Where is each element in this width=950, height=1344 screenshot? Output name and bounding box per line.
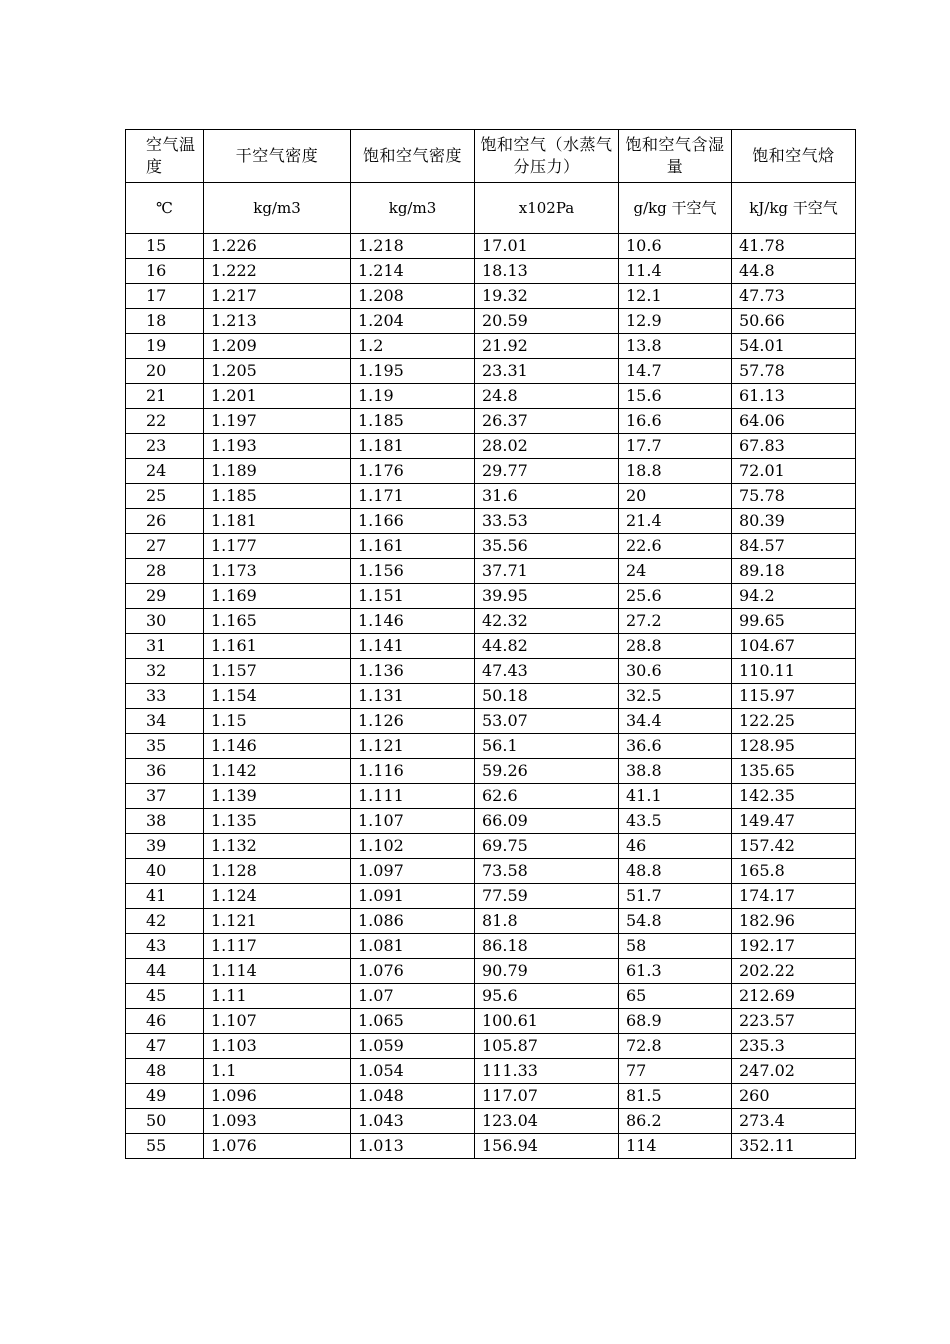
cell-vapor-pressure: 23.31 bbox=[475, 359, 619, 384]
cell-dry-air-density: 1.124 bbox=[204, 884, 351, 909]
cell-enthalpy: 260 bbox=[732, 1084, 856, 1109]
cell-temperature: 39 bbox=[126, 834, 204, 859]
cell-moisture-content: 12.9 bbox=[619, 309, 732, 334]
cell-vapor-pressure: 56.1 bbox=[475, 734, 619, 759]
cell-enthalpy: 235.3 bbox=[732, 1034, 856, 1059]
table-row bbox=[126, 809, 856, 834]
cell-temperature: 31 bbox=[126, 634, 204, 659]
cell-moisture-content: 25.6 bbox=[619, 584, 732, 609]
table-row bbox=[126, 259, 856, 284]
cell-dry-air-density: 1.226 bbox=[204, 234, 351, 259]
cell-moisture-content: 48.8 bbox=[619, 859, 732, 884]
cell-temperature: 55 bbox=[126, 1134, 204, 1159]
cell-moisture-content: 11.4 bbox=[619, 259, 732, 284]
cell-enthalpy: 202.22 bbox=[732, 959, 856, 984]
cell-saturated-air-density: 1.181 bbox=[351, 434, 475, 459]
unit-saturated-air-density: kg/m3 bbox=[351, 183, 475, 234]
cell-dry-air-density: 1.096 bbox=[204, 1084, 351, 1109]
cell-enthalpy: 54.01 bbox=[732, 334, 856, 359]
cell-enthalpy: 64.06 bbox=[732, 409, 856, 434]
cell-enthalpy: 80.39 bbox=[732, 509, 856, 534]
cell-temperature: 24 bbox=[126, 459, 204, 484]
cell-saturated-air-density: 1.065 bbox=[351, 1009, 475, 1034]
cell-temperature: 43 bbox=[126, 934, 204, 959]
cell-enthalpy: 174.17 bbox=[732, 884, 856, 909]
cell-vapor-pressure: 62.6 bbox=[475, 784, 619, 809]
cell-saturated-air-density: 1.136 bbox=[351, 659, 475, 684]
table-row bbox=[126, 934, 856, 959]
table-row bbox=[126, 1009, 856, 1034]
table-row bbox=[126, 509, 856, 534]
cell-saturated-air-density: 1.176 bbox=[351, 459, 475, 484]
cell-dry-air-density: 1.189 bbox=[204, 459, 351, 484]
cell-saturated-air-density: 1.204 bbox=[351, 309, 475, 334]
table-row bbox=[126, 884, 856, 909]
cell-enthalpy: 61.13 bbox=[732, 384, 856, 409]
cell-moisture-content: 34.4 bbox=[619, 709, 732, 734]
cell-moisture-content: 32.5 bbox=[619, 684, 732, 709]
cell-saturated-air-density: 1.07 bbox=[351, 984, 475, 1009]
cell-temperature: 32 bbox=[126, 659, 204, 684]
cell-moisture-content: 54.8 bbox=[619, 909, 732, 934]
cell-moisture-content: 51.7 bbox=[619, 884, 732, 909]
table-row bbox=[126, 584, 856, 609]
cell-vapor-pressure: 90.79 bbox=[475, 959, 619, 984]
cell-enthalpy: 247.02 bbox=[732, 1059, 856, 1084]
cell-enthalpy: 352.11 bbox=[732, 1134, 856, 1159]
cell-enthalpy: 50.66 bbox=[732, 309, 856, 334]
cell-enthalpy: 192.17 bbox=[732, 934, 856, 959]
table-row bbox=[126, 1134, 856, 1159]
cell-temperature: 28 bbox=[126, 559, 204, 584]
cell-temperature: 27 bbox=[126, 534, 204, 559]
cell-dry-air-density: 1.1 bbox=[204, 1059, 351, 1084]
cell-dry-air-density: 1.117 bbox=[204, 934, 351, 959]
cell-moisture-content: 28.8 bbox=[619, 634, 732, 659]
cell-enthalpy: 67.83 bbox=[732, 434, 856, 459]
cell-vapor-pressure: 37.71 bbox=[475, 559, 619, 584]
cell-temperature: 42 bbox=[126, 909, 204, 934]
table-row bbox=[126, 359, 856, 384]
cell-enthalpy: 41.78 bbox=[732, 234, 856, 259]
cell-saturated-air-density: 1.166 bbox=[351, 509, 475, 534]
cell-moisture-content: 17.7 bbox=[619, 434, 732, 459]
cell-enthalpy: 47.73 bbox=[732, 284, 856, 309]
unit-moisture-content: g/kg 干空气 bbox=[619, 183, 732, 234]
cell-vapor-pressure: 81.8 bbox=[475, 909, 619, 934]
cell-enthalpy: 182.96 bbox=[732, 909, 856, 934]
cell-dry-air-density: 1.201 bbox=[204, 384, 351, 409]
cell-enthalpy: 57.78 bbox=[732, 359, 856, 384]
cell-enthalpy: 75.78 bbox=[732, 484, 856, 509]
cell-saturated-air-density: 1.111 bbox=[351, 784, 475, 809]
cell-vapor-pressure: 29.77 bbox=[475, 459, 619, 484]
cell-saturated-air-density: 1.048 bbox=[351, 1084, 475, 1109]
cell-saturated-air-density: 1.214 bbox=[351, 259, 475, 284]
cell-moisture-content: 12.1 bbox=[619, 284, 732, 309]
cell-vapor-pressure: 35.56 bbox=[475, 534, 619, 559]
cell-saturated-air-density: 1.195 bbox=[351, 359, 475, 384]
cell-vapor-pressure: 53.07 bbox=[475, 709, 619, 734]
cell-temperature: 35 bbox=[126, 734, 204, 759]
cell-moisture-content: 27.2 bbox=[619, 609, 732, 634]
cell-dry-air-density: 1.185 bbox=[204, 484, 351, 509]
table-row bbox=[126, 1084, 856, 1109]
cell-saturated-air-density: 1.116 bbox=[351, 759, 475, 784]
cell-dry-air-density: 1.222 bbox=[204, 259, 351, 284]
table-row bbox=[126, 909, 856, 934]
cell-enthalpy: 165.8 bbox=[732, 859, 856, 884]
cell-temperature: 50 bbox=[126, 1109, 204, 1134]
cell-temperature: 41 bbox=[126, 884, 204, 909]
cell-dry-air-density: 1.217 bbox=[204, 284, 351, 309]
cell-moisture-content: 20 bbox=[619, 484, 732, 509]
cell-dry-air-density: 1.114 bbox=[204, 959, 351, 984]
cell-moisture-content: 58 bbox=[619, 934, 732, 959]
table-row bbox=[126, 409, 856, 434]
cell-dry-air-density: 1.103 bbox=[204, 1034, 351, 1059]
cell-moisture-content: 15.6 bbox=[619, 384, 732, 409]
table-row bbox=[126, 234, 856, 259]
table-row bbox=[126, 734, 856, 759]
cell-enthalpy: 273.4 bbox=[732, 1109, 856, 1134]
cell-moisture-content: 46 bbox=[619, 834, 732, 859]
cell-vapor-pressure: 28.02 bbox=[475, 434, 619, 459]
cell-saturated-air-density: 1.107 bbox=[351, 809, 475, 834]
cell-saturated-air-density: 1.151 bbox=[351, 584, 475, 609]
table-row bbox=[126, 559, 856, 584]
cell-vapor-pressure: 123.04 bbox=[475, 1109, 619, 1134]
cell-dry-air-density: 1.213 bbox=[204, 309, 351, 334]
cell-dry-air-density: 1.154 bbox=[204, 684, 351, 709]
cell-vapor-pressure: 31.6 bbox=[475, 484, 619, 509]
cell-vapor-pressure: 117.07 bbox=[475, 1084, 619, 1109]
cell-saturated-air-density: 1.208 bbox=[351, 284, 475, 309]
cell-temperature: 15 bbox=[126, 234, 204, 259]
cell-enthalpy: 104.67 bbox=[732, 634, 856, 659]
table-row bbox=[126, 1034, 856, 1059]
cell-enthalpy: 89.18 bbox=[732, 559, 856, 584]
table-row bbox=[126, 534, 856, 559]
unit-dry-air-density: kg/m3 bbox=[204, 183, 351, 234]
table-row bbox=[126, 859, 856, 884]
cell-vapor-pressure: 33.53 bbox=[475, 509, 619, 534]
cell-saturated-air-density: 1.19 bbox=[351, 384, 475, 409]
table-body bbox=[126, 130, 856, 1159]
cell-moisture-content: 86.2 bbox=[619, 1109, 732, 1134]
cell-dry-air-density: 1.161 bbox=[204, 634, 351, 659]
cell-vapor-pressure: 50.18 bbox=[475, 684, 619, 709]
cell-enthalpy: 99.65 bbox=[732, 609, 856, 634]
cell-moisture-content: 16.6 bbox=[619, 409, 732, 434]
cell-moisture-content: 36.6 bbox=[619, 734, 732, 759]
cell-saturated-air-density: 1.086 bbox=[351, 909, 475, 934]
cell-moisture-content: 38.8 bbox=[619, 759, 732, 784]
cell-dry-air-density: 1.15 bbox=[204, 709, 351, 734]
cell-saturated-air-density: 1.141 bbox=[351, 634, 475, 659]
table-row bbox=[126, 484, 856, 509]
cell-temperature: 16 bbox=[126, 259, 204, 284]
column-header-temperature: 空气温度 bbox=[126, 130, 204, 183]
cell-vapor-pressure: 73.58 bbox=[475, 859, 619, 884]
cell-vapor-pressure: 59.26 bbox=[475, 759, 619, 784]
table-row bbox=[126, 434, 856, 459]
table-row bbox=[126, 684, 856, 709]
cell-dry-air-density: 1.209 bbox=[204, 334, 351, 359]
cell-vapor-pressure: 21.92 bbox=[475, 334, 619, 359]
cell-temperature: 30 bbox=[126, 609, 204, 634]
cell-vapor-pressure: 77.59 bbox=[475, 884, 619, 909]
table-row bbox=[126, 784, 856, 809]
cell-enthalpy: 149.47 bbox=[732, 809, 856, 834]
cell-enthalpy: 84.57 bbox=[732, 534, 856, 559]
header-row bbox=[126, 130, 856, 183]
cell-temperature: 20 bbox=[126, 359, 204, 384]
cell-temperature: 46 bbox=[126, 1009, 204, 1034]
cell-vapor-pressure: 44.82 bbox=[475, 634, 619, 659]
cell-saturated-air-density: 1.156 bbox=[351, 559, 475, 584]
table-row bbox=[126, 659, 856, 684]
cell-moisture-content: 114 bbox=[619, 1134, 732, 1159]
cell-temperature: 36 bbox=[126, 759, 204, 784]
cell-dry-air-density: 1.177 bbox=[204, 534, 351, 559]
cell-vapor-pressure: 24.8 bbox=[475, 384, 619, 409]
cell-vapor-pressure: 42.32 bbox=[475, 609, 619, 634]
table-row bbox=[126, 984, 856, 1009]
cell-temperature: 29 bbox=[126, 584, 204, 609]
cell-dry-air-density: 1.128 bbox=[204, 859, 351, 884]
cell-dry-air-density: 1.139 bbox=[204, 784, 351, 809]
cell-temperature: 34 bbox=[126, 709, 204, 734]
cell-vapor-pressure: 47.43 bbox=[475, 659, 619, 684]
cell-temperature: 48 bbox=[126, 1059, 204, 1084]
cell-vapor-pressure: 95.6 bbox=[475, 984, 619, 1009]
cell-saturated-air-density: 1.102 bbox=[351, 834, 475, 859]
cell-vapor-pressure: 66.09 bbox=[475, 809, 619, 834]
cell-moisture-content: 65 bbox=[619, 984, 732, 1009]
cell-dry-air-density: 1.197 bbox=[204, 409, 351, 434]
table-row bbox=[126, 309, 856, 334]
table-row bbox=[126, 284, 856, 309]
cell-temperature: 23 bbox=[126, 434, 204, 459]
cell-temperature: 37 bbox=[126, 784, 204, 809]
cell-temperature: 19 bbox=[126, 334, 204, 359]
cell-enthalpy: 72.01 bbox=[732, 459, 856, 484]
cell-moisture-content: 61.3 bbox=[619, 959, 732, 984]
cell-vapor-pressure: 18.13 bbox=[475, 259, 619, 284]
cell-temperature: 22 bbox=[126, 409, 204, 434]
cell-moisture-content: 24 bbox=[619, 559, 732, 584]
cell-enthalpy: 94.2 bbox=[732, 584, 856, 609]
cell-temperature: 18 bbox=[126, 309, 204, 334]
cell-enthalpy: 223.57 bbox=[732, 1009, 856, 1034]
column-header-saturated-air-density: 饱和空气密度 bbox=[351, 130, 475, 183]
table-row bbox=[126, 1109, 856, 1134]
cell-vapor-pressure: 39.95 bbox=[475, 584, 619, 609]
cell-dry-air-density: 1.142 bbox=[204, 759, 351, 784]
cell-saturated-air-density: 1.131 bbox=[351, 684, 475, 709]
cell-dry-air-density: 1.173 bbox=[204, 559, 351, 584]
cell-dry-air-density: 1.135 bbox=[204, 809, 351, 834]
cell-temperature: 40 bbox=[126, 859, 204, 884]
cell-saturated-air-density: 1.043 bbox=[351, 1109, 475, 1134]
cell-temperature: 26 bbox=[126, 509, 204, 534]
table-row bbox=[126, 634, 856, 659]
cell-vapor-pressure: 26.37 bbox=[475, 409, 619, 434]
cell-temperature: 47 bbox=[126, 1034, 204, 1059]
cell-saturated-air-density: 1.054 bbox=[351, 1059, 475, 1084]
cell-temperature: 33 bbox=[126, 684, 204, 709]
table-row bbox=[126, 384, 856, 409]
cell-moisture-content: 77 bbox=[619, 1059, 732, 1084]
cell-enthalpy: 135.65 bbox=[732, 759, 856, 784]
cell-enthalpy: 110.11 bbox=[732, 659, 856, 684]
cell-dry-air-density: 1.132 bbox=[204, 834, 351, 859]
cell-moisture-content: 30.6 bbox=[619, 659, 732, 684]
cell-temperature: 17 bbox=[126, 284, 204, 309]
cell-moisture-content: 72.8 bbox=[619, 1034, 732, 1059]
cell-dry-air-density: 1.093 bbox=[204, 1109, 351, 1134]
cell-vapor-pressure: 86.18 bbox=[475, 934, 619, 959]
cell-dry-air-density: 1.193 bbox=[204, 434, 351, 459]
cell-saturated-air-density: 1.2 bbox=[351, 334, 475, 359]
cell-moisture-content: 14.7 bbox=[619, 359, 732, 384]
cell-dry-air-density: 1.107 bbox=[204, 1009, 351, 1034]
unit-temperature: ℃ bbox=[126, 183, 204, 234]
cell-enthalpy: 128.95 bbox=[732, 734, 856, 759]
cell-moisture-content: 43.5 bbox=[619, 809, 732, 834]
table-row bbox=[126, 609, 856, 634]
table-row bbox=[126, 459, 856, 484]
column-header-vapor-pressure: 饱和空气（水蒸气分压力） bbox=[475, 130, 619, 183]
cell-temperature: 45 bbox=[126, 984, 204, 1009]
cell-moisture-content: 41.1 bbox=[619, 784, 732, 809]
cell-saturated-air-density: 1.059 bbox=[351, 1034, 475, 1059]
cell-temperature: 38 bbox=[126, 809, 204, 834]
cell-dry-air-density: 1.076 bbox=[204, 1134, 351, 1159]
cell-moisture-content: 22.6 bbox=[619, 534, 732, 559]
cell-dry-air-density: 1.157 bbox=[204, 659, 351, 684]
cell-enthalpy: 212.69 bbox=[732, 984, 856, 1009]
cell-saturated-air-density: 1.146 bbox=[351, 609, 475, 634]
cell-vapor-pressure: 17.01 bbox=[475, 234, 619, 259]
saturated-air-properties-table bbox=[125, 129, 856, 1159]
cell-saturated-air-density: 1.171 bbox=[351, 484, 475, 509]
unit-vapor-pressure: x102Pa bbox=[475, 183, 619, 234]
cell-enthalpy: 115.97 bbox=[732, 684, 856, 709]
cell-enthalpy: 142.35 bbox=[732, 784, 856, 809]
column-header-moisture-content: 饱和空气含湿量 bbox=[619, 130, 732, 183]
cell-vapor-pressure: 105.87 bbox=[475, 1034, 619, 1059]
cell-vapor-pressure: 69.75 bbox=[475, 834, 619, 859]
cell-dry-air-density: 1.165 bbox=[204, 609, 351, 634]
cell-vapor-pressure: 20.59 bbox=[475, 309, 619, 334]
cell-vapor-pressure: 100.61 bbox=[475, 1009, 619, 1034]
cell-saturated-air-density: 1.126 bbox=[351, 709, 475, 734]
cell-dry-air-density: 1.11 bbox=[204, 984, 351, 1009]
cell-temperature: 25 bbox=[126, 484, 204, 509]
cell-moisture-content: 81.5 bbox=[619, 1084, 732, 1109]
cell-moisture-content: 13.8 bbox=[619, 334, 732, 359]
cell-moisture-content: 18.8 bbox=[619, 459, 732, 484]
cell-dry-air-density: 1.169 bbox=[204, 584, 351, 609]
cell-saturated-air-density: 1.121 bbox=[351, 734, 475, 759]
cell-temperature: 44 bbox=[126, 959, 204, 984]
table-row bbox=[126, 709, 856, 734]
table-row bbox=[126, 834, 856, 859]
cell-saturated-air-density: 1.218 bbox=[351, 234, 475, 259]
cell-saturated-air-density: 1.185 bbox=[351, 409, 475, 434]
cell-enthalpy: 44.8 bbox=[732, 259, 856, 284]
cell-saturated-air-density: 1.161 bbox=[351, 534, 475, 559]
table-row bbox=[126, 1059, 856, 1084]
cell-enthalpy: 122.25 bbox=[732, 709, 856, 734]
unit-enthalpy: kJ/kg 干空气 bbox=[732, 183, 856, 234]
table-row bbox=[126, 759, 856, 784]
cell-saturated-air-density: 1.097 bbox=[351, 859, 475, 884]
cell-vapor-pressure: 19.32 bbox=[475, 284, 619, 309]
cell-vapor-pressure: 111.33 bbox=[475, 1059, 619, 1084]
cell-moisture-content: 68.9 bbox=[619, 1009, 732, 1034]
cell-saturated-air-density: 1.013 bbox=[351, 1134, 475, 1159]
cell-dry-air-density: 1.146 bbox=[204, 734, 351, 759]
cell-vapor-pressure: 156.94 bbox=[475, 1134, 619, 1159]
column-header-enthalpy: 饱和空气焓 bbox=[732, 130, 856, 183]
cell-dry-air-density: 1.121 bbox=[204, 909, 351, 934]
cell-enthalpy: 157.42 bbox=[732, 834, 856, 859]
cell-moisture-content: 21.4 bbox=[619, 509, 732, 534]
cell-temperature: 49 bbox=[126, 1084, 204, 1109]
column-header-dry-air-density: 干空气密度 bbox=[204, 130, 351, 183]
cell-saturated-air-density: 1.076 bbox=[351, 959, 475, 984]
cell-dry-air-density: 1.205 bbox=[204, 359, 351, 384]
units-row bbox=[126, 183, 856, 234]
document-page bbox=[125, 129, 855, 1159]
cell-temperature: 21 bbox=[126, 384, 204, 409]
table-row bbox=[126, 959, 856, 984]
cell-saturated-air-density: 1.081 bbox=[351, 934, 475, 959]
cell-dry-air-density: 1.181 bbox=[204, 509, 351, 534]
table-row bbox=[126, 334, 856, 359]
cell-saturated-air-density: 1.091 bbox=[351, 884, 475, 909]
cell-moisture-content: 10.6 bbox=[619, 234, 732, 259]
